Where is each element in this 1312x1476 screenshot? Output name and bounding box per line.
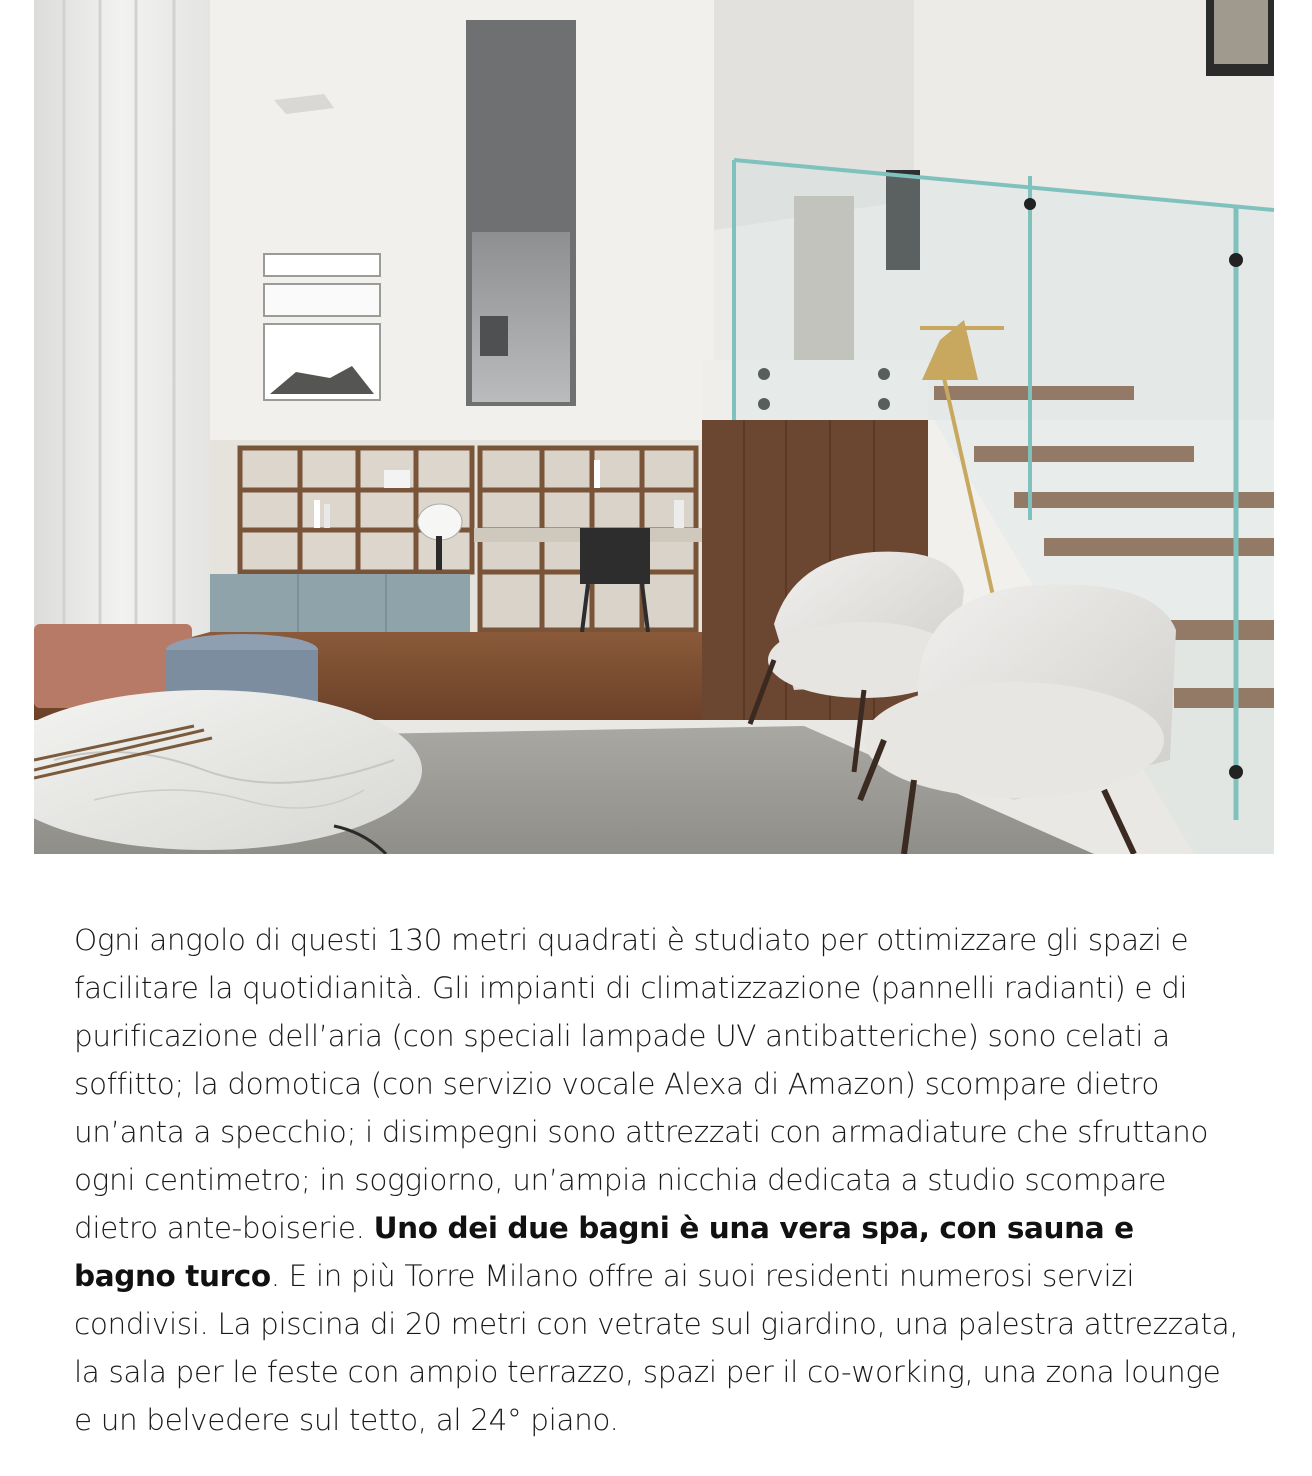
article-text-highlight: Uno dei due bagni è una vera spa, con sauna e bagno turco [74,1211,1134,1293]
wall-art [264,254,380,400]
interior-photo [34,0,1274,854]
article-text-intro: Ogni angolo di questi 130 metri quadrati è studiato per ottimizzare gli spazi e facilitare la quotidianità. Gli impianti di climatizzazione (pannelli radianti) e di purificazione dell’aria (con speciali lampade UV antibatteriche) sono celati a soffitto; la domotica (con servizio vocale Alexa di Amazon) scompare dietro un’anta a specchio; i disimpegni sono attrezzati con armadiature che sfruttano ogni centimetro; in soggiorno, un’ampia nicchia dedicata a studio scompare dietro ante-boiserie. [74,923,1209,1245]
living-room-illustration [34,0,1274,854]
bookshelf [210,440,706,636]
article-paragraph [74,916,1244,1444]
article-text-outro: . E in più Torre Milano offre ai suoi residenti numerosi servizi condivisi. La piscina di 20 metri con vetrate sul giardino, una palestra attrezzata, la sala per le feste con ampio terrazzo, spazi per il co-working, una zona lounge e un belvedere sul tetto, al 24° piano. [74,1259,1239,1437]
